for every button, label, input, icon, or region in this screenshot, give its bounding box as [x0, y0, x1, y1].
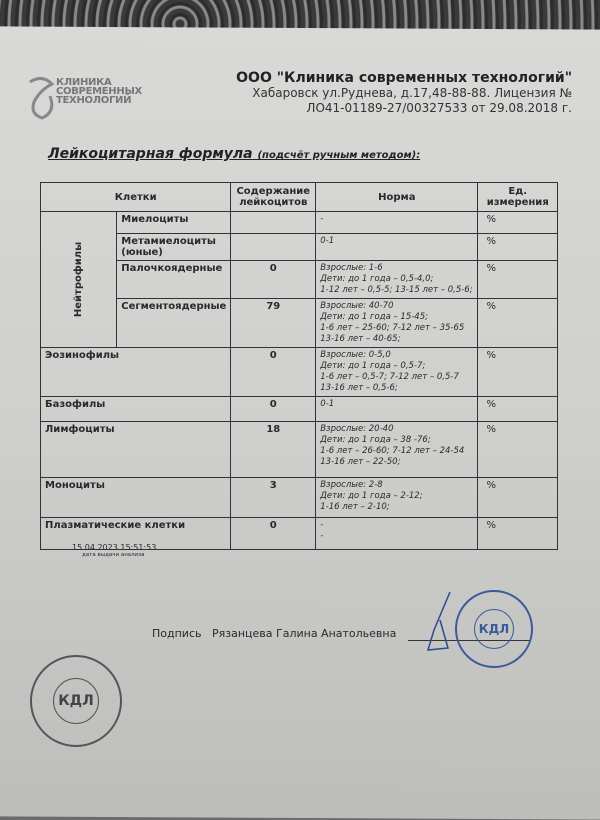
norm-line: Взрослые: 1-6 — [320, 263, 383, 273]
page-title — [48, 146, 420, 162]
group-label: Нейтрофилы — [73, 241, 85, 318]
header-content: Содержание лейкоцитов — [231, 183, 316, 212]
table-header — [41, 183, 558, 212]
norm-line: Дети: до 1 года – 0,5-4,0; — [320, 274, 434, 284]
org-address: Хабаровск ул.Руднева, д.17,48-88-88. Лицензия № — [252, 86, 572, 100]
cell-unit: % — [478, 348, 558, 397]
neutrophils-group — [41, 212, 117, 348]
norm-line: Взрослые: 0-5,0 — [320, 350, 391, 360]
norm-line: 0-1 — [320, 399, 335, 409]
signature-label: Подпись — [152, 627, 202, 640]
cell-norm — [316, 261, 478, 299]
norm-line: Дети: до 1 года – 15-45; — [320, 312, 428, 322]
cell-norm — [316, 234, 478, 261]
norm-line: 13-16 лет – 22-50; — [320, 457, 401, 467]
stamp-kdl-left — [30, 655, 122, 747]
cell-unit: % — [478, 422, 558, 478]
cell-unit: % — [478, 478, 558, 518]
title-main: Лейкоцитарная формула — [48, 146, 253, 162]
signature-block — [152, 627, 396, 640]
cell-value: 0 — [231, 518, 316, 550]
header-norm: Норма — [316, 183, 478, 212]
stamp-kdl-right — [455, 590, 533, 668]
norm-line: Дети: до 1 года – 0,5-7; — [320, 361, 426, 371]
cell-name: Плазматические клетки — [41, 518, 231, 550]
norm-line: 1-6 лет – 0,5-7; 7-12 лет – 0,5-7 — [320, 372, 459, 382]
cell-norm — [316, 212, 478, 234]
norm-line: 13-16 лет – 40-65; — [320, 334, 401, 344]
norm-line: Дети: до 1 года – 2-12; — [320, 491, 423, 501]
header-unit: Ед. измерения — [478, 183, 558, 212]
norm-line: 1-6 лет – 25-60; 7-12 лет – 35-65 — [320, 323, 465, 333]
stamp-center-text: КДЛ — [474, 609, 514, 649]
cell-unit: % — [478, 518, 558, 550]
cell-value: 79 — [231, 299, 316, 348]
header-cells: Клетки — [41, 183, 231, 212]
cell-name: Лимфоциты — [41, 422, 231, 478]
cell-name: Базофилы — [41, 397, 231, 422]
norm-line: - — [320, 214, 324, 224]
norm-line: Взрослые: 2-8 — [320, 480, 383, 490]
cell-norm — [316, 422, 478, 478]
organization-header — [236, 70, 572, 116]
cell-name: Моноциты — [41, 478, 231, 518]
norm-line: Взрослые: 20-40 — [320, 424, 394, 434]
title-sub: (подсчёт ручным методом): — [257, 150, 421, 161]
cell-name: Эозинофилы — [41, 348, 231, 397]
handwritten-signature — [420, 590, 460, 660]
cell-norm — [316, 348, 478, 397]
norm-line: 13-16 лет – 0,5-6; — [320, 383, 398, 393]
clinic-logo — [22, 72, 172, 122]
norm-line: - — [320, 531, 324, 541]
table-row — [41, 234, 558, 261]
cell-value: 0 — [231, 348, 316, 397]
cell-unit: % — [478, 299, 558, 348]
cell-norm — [316, 397, 478, 422]
issue-date-label: дата выдачи анализа — [82, 552, 145, 558]
cell-norm — [316, 299, 478, 348]
cell-name: Сегментоядерные — [117, 299, 231, 348]
norm-line: Дети: до 1 года – 38 -76; — [320, 435, 431, 445]
cell-unit: % — [478, 212, 558, 234]
table-row — [41, 212, 558, 234]
cell-value — [231, 212, 316, 234]
table-row — [41, 348, 558, 397]
stamp-center-text: КДЛ — [53, 678, 99, 724]
cell-value: 0 — [231, 397, 316, 422]
cell-name: Метамиелоциты (юные) — [117, 234, 231, 261]
logo-text-3: ТЕХНОЛОГИЙ — [56, 95, 132, 106]
cell-unit: % — [478, 397, 558, 422]
issue-datetime: 15.04.2023 15:51:53 — [72, 543, 157, 552]
signer-name: Рязанцева Галина Анатольевна — [211, 627, 397, 640]
cell-value — [231, 234, 316, 261]
table-row — [41, 261, 558, 299]
table-row — [41, 299, 558, 348]
cell-value: 18 — [231, 422, 316, 478]
cell-norm — [316, 478, 478, 518]
org-name: ООО "Клиника современных технологий" — [236, 70, 572, 86]
cell-unit: % — [478, 234, 558, 261]
norm-line: Взрослые: 40-70 — [320, 301, 394, 311]
org-license: ЛО41-01189-27/00327533 от 29.08.2018 г. — [306, 101, 572, 115]
cell-value: 0 — [231, 261, 316, 299]
table-row — [41, 397, 558, 422]
cell-value: 3 — [231, 478, 316, 518]
norm-line: 1-16 лет – 2-10; — [320, 502, 390, 512]
cell-name: Миелоциты — [117, 212, 231, 234]
logo-text-1: КЛИНИКА — [56, 77, 112, 88]
norm-line: 0-1 — [320, 236, 335, 246]
cell-name: Палочкоядерные — [117, 261, 231, 299]
cell-unit: % — [478, 261, 558, 299]
cell-norm — [316, 518, 478, 550]
issue-date — [72, 543, 156, 558]
norm-line: 1-12 лет – 0,5-5; 13-15 лет – 0,5-6; — [320, 285, 473, 295]
logo-text-2: СОВРЕМЕННЫХ — [56, 86, 142, 97]
results-table — [40, 182, 558, 550]
table-row — [41, 478, 558, 518]
table-row — [41, 422, 558, 478]
norm-line: 1-6 лет – 26-60; 7-12 лет – 24-54 — [320, 446, 465, 456]
norm-line: - — [320, 520, 324, 530]
